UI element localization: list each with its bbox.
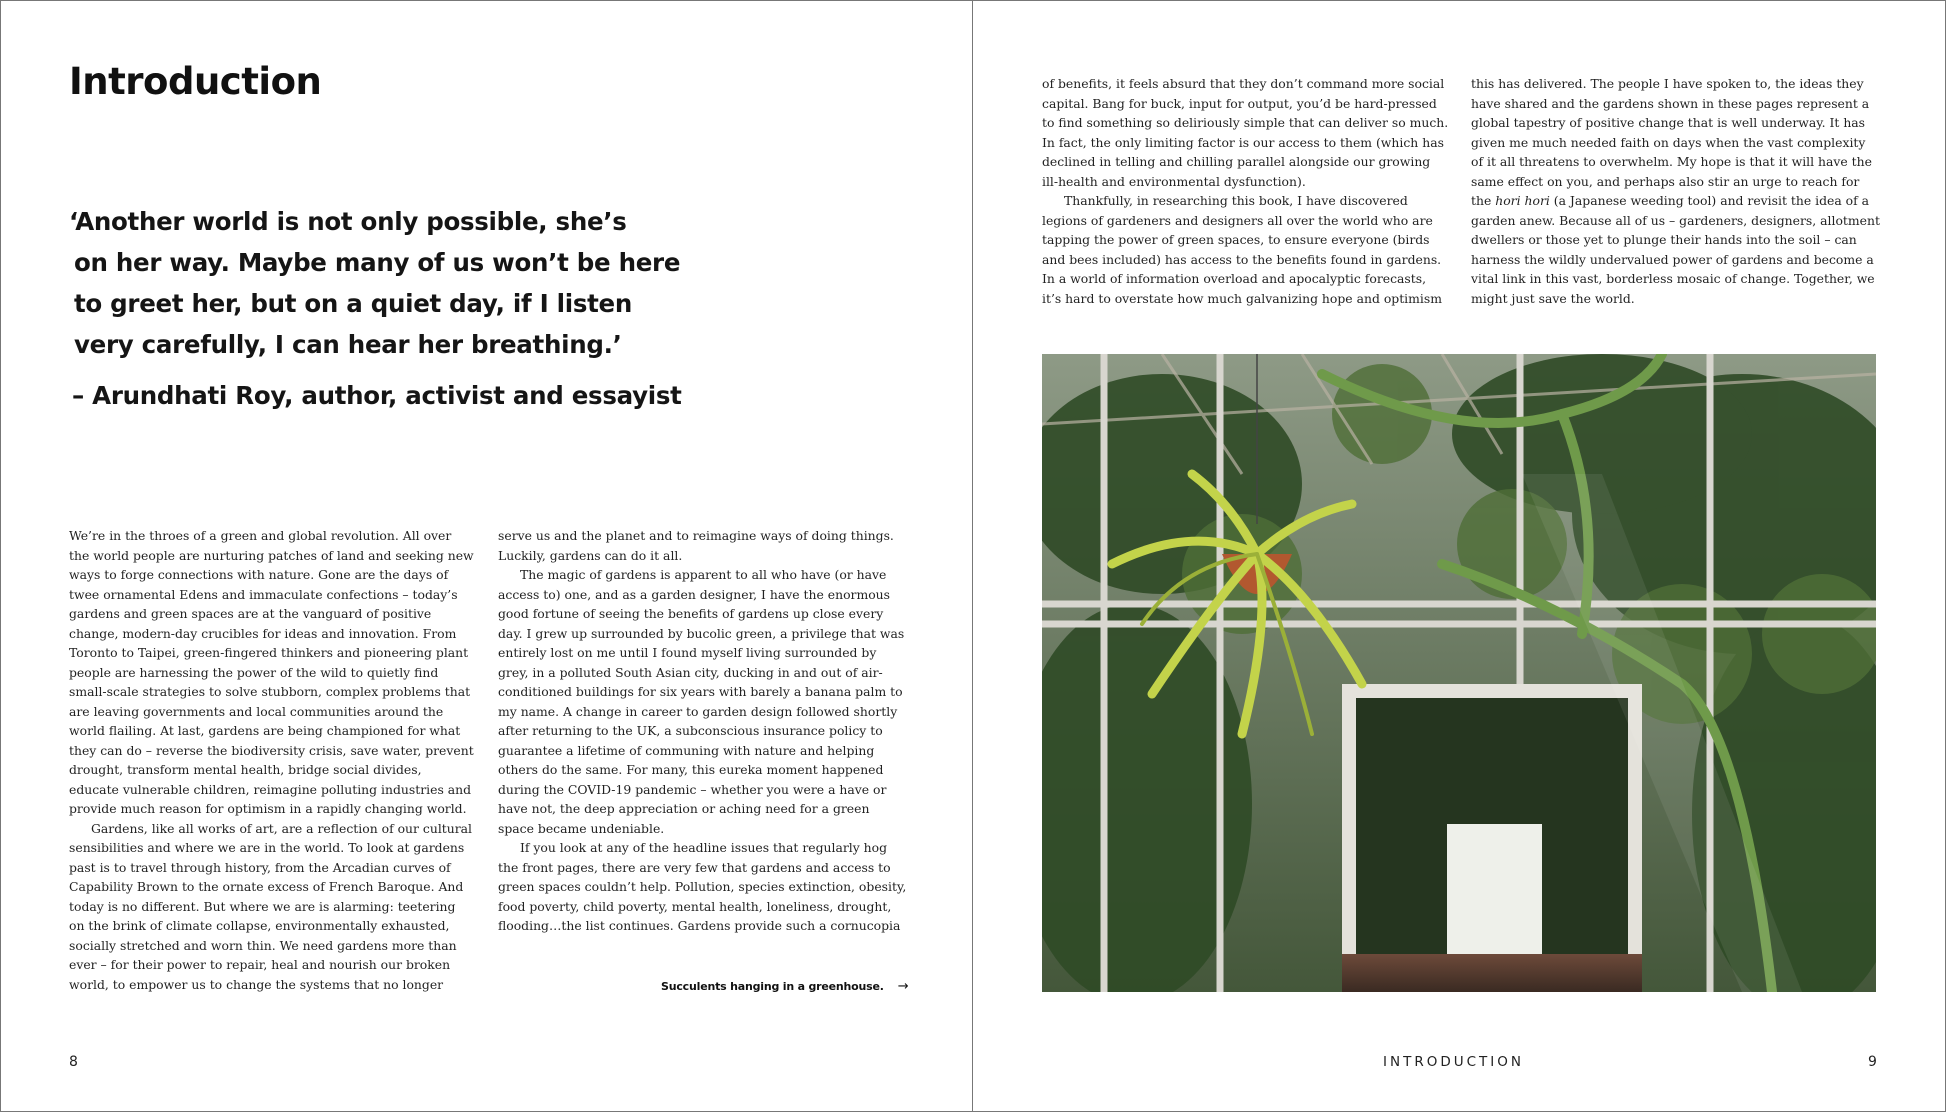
greenhouse-illustration: [1042, 354, 1876, 992]
italic-term: hori hori: [1495, 193, 1550, 208]
quote-line: to greet her, but on a quiet day, if I listen: [74, 289, 632, 318]
left-page: [0, 0, 972, 1112]
body-column-3: [1042, 74, 1449, 308]
quote-attribution: – Arundhati Roy, author, activist and essayist: [72, 381, 682, 410]
body-paragraph: serve us and the planet and to reimagine ways of doing things. Luckily, gardens can do it all.: [498, 528, 894, 563]
body-column-1: [69, 526, 474, 994]
quote-line: ‘Another world is not only possible, she’s: [69, 207, 627, 236]
body-paragraph: We’re in the throes of a green and global revolution. All over the world people are nurturing patches of land and seeking new ways to forge connections with nature. Gone are the days of twee ornamental Edens and immaculate confections – today’s gardens and green spaces are at the vanguard of positive change, modern-day crucibles for ideas and innovation. From Toronto to Taipei, green-fingered thinkers and pioneering plant people are harnessing the power of the wild to quietly find small-scale strategies to solve stubborn, complex problems that are leaving governments and local communities around the world flailing. At last, gardens are being championed for what they can do – reverse the biodiversity crisis, save water, prevent drought, transform mental health, bridge social divides, educate vulnerable children, reimagine polluting industries and provide much reason for optimism in a rapidly changing world.: [69, 528, 474, 816]
body-paragraph: [1471, 74, 1881, 308]
body-column-4: [1471, 74, 1881, 308]
greenhouse-photo: [1042, 354, 1876, 992]
caption-text: Succulents hanging in a greenhouse.: [661, 980, 884, 993]
body-text: this has delivered. The people I have spoken to, the ideas they have shared and the gardens shown in these pages represent a global tapestry of positive change that is well underway. It has given me much needed faith on days when the vast complexity of it all threatens to overwhelm. My hope is that it will have the same effect on you, and perhaps also stir an urge to reach for the: [1471, 76, 1872, 208]
page-number-right: 9: [1868, 1054, 1877, 1070]
quote-line: on her way. Maybe many of us won’t be here: [74, 248, 681, 277]
quote-line: very carefully, I can hear her breathing.’: [74, 330, 622, 359]
page-number-left: 8: [69, 1054, 78, 1070]
body-text: (a Japanese weeding tool) and revisit the idea of a garden anew. Because all of us – gardeners, designers, allotment dwellers or those yet to plunge their hands into the soil – can harness the wildly undervalued power of gardens and become a vital link in this vast, borderless mosaic of change. Together, we might just save the world.: [1471, 193, 1880, 306]
body-paragraph: The magic of gardens is apparent to all who have (or have access to) one, and as a garden designer, I have the enormous good fortune of seeing the benefits of gardens up close every day. I grew up surrounded by bucolic green, a privilege that was entirely lost on me until I found myself living surrounded by grey, in a polluted South Asian city, ducking in and out of air-conditioned buildings for six years with barely a banana palm to my name. A change in career to garden design followed shortly after returning to the UK, a subconscious insurance policy to guarantee a lifetime of communing with nature and helping others do the same. For many, this eureka moment happened during the COVID-19 pandemic – whether you were a have or have not, the deep appreciation or aching need for a green space became undeniable.: [498, 567, 905, 836]
body-paragraph: Thankfully, in researching this book, I have discovered legions of gardeners and designers all over the world who are tapping the power of green spaces, to ensure everyone (birds and bees included) has access to the benefits found in gardens. In a world of information overload and apocalyptic forecasts, it’s hard to overstate how much galvanizing hope and optimism: [1042, 193, 1442, 306]
body-paragraph: of benefits, it feels absurd that they don’t command more social capital. Bang for buck, input for output, you’d be hard-pressed to find something so deliriously simple that can deliver so much. In fact, the only limiting factor is our access to them (which has declined in telling and chilling parallel alongside our growing ill-health and environmental dysfunction).: [1042, 76, 1449, 189]
running-head: INTRODUCTION: [1383, 1054, 1524, 1070]
body-paragraph: Gardens, like all works of art, are a reflection of our cultural sensibilities and where we are in the world. To look at gardens past is to travel through history, from the Arcadian curves of Capability Brown to the ornate excess of French Baroque. And today is no different. But where we are is alarming: teetering on the brink of climate collapse, environmentally exhausted, socially stretched and worn thin. We need gardens more than ever – for their power to repair, heal and nourish our broken world, to empower us to change the systems that no longer: [69, 820, 473, 992]
body-paragraph: If you look at any of the headline issues that regularly hog the front pages, there are very few that gardens and access to green spaces couldn’t help. Pollution, species extinction, obesity, food poverty, child poverty, mental health, loneliness, drought, flooding…the list continues. Gardens provide such a cornucopia: [498, 840, 907, 933]
epigraph-quote: [69, 201, 709, 365]
page-title: Introduction: [69, 60, 322, 103]
body-column-2: [498, 526, 907, 936]
photo-caption: [661, 979, 908, 994]
arrow-right-icon: →: [897, 979, 909, 994]
